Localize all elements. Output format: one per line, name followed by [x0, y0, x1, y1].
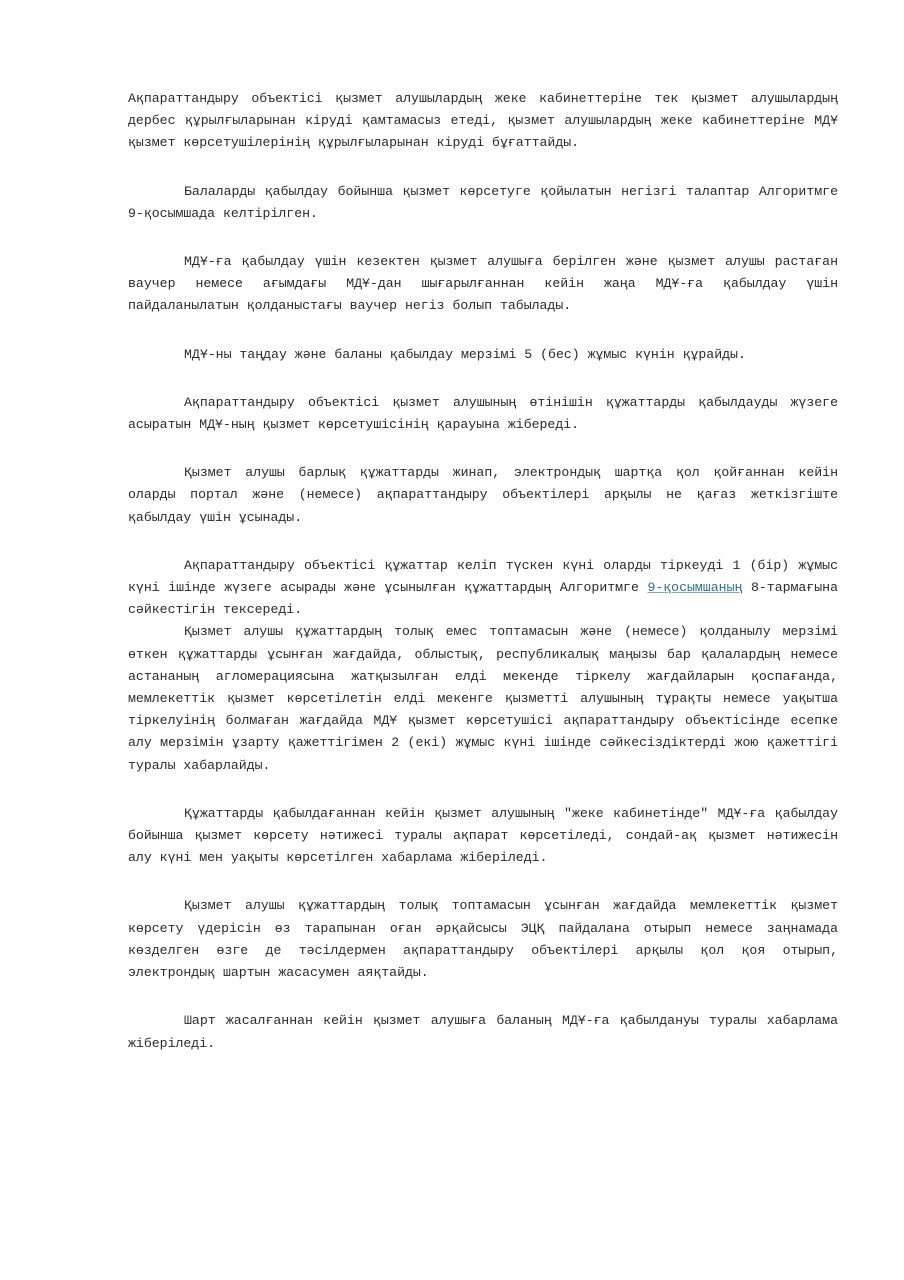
document-body [128, 88, 838, 1055]
paragraph-2: Балаларды қабылдау бойынша қызмет көрсетуге қойылатын негізгі талаптар Алгоритмге 9-қосымшада келтірілген. [128, 183, 838, 221]
paragraph-7-text-end: 8-тармағына сәйкестігін тексереді. [128, 580, 839, 618]
paragraph-9: Құжаттарды қабылдағаннан кейін қызмет алушының "жеке кабинетінде" МДҰ-ға қабылдау бойынша қызмет көрсету нәтижесі туралы ақпарат көрсетіледі, сондай-ақ қызмет нәтижесін алу күні мен уақыты көрсетілген хабарлама жіберіледі. [128, 805, 838, 866]
paragraph-8: Қызмет алушы құжаттардың толық емес топтамасын және (немесе) қолданылу мерзімі өткен құжаттарды ұсынған жағдайда, облыстық, республикалық маңызы бар қалалардың немесе астананың агломерациясына жатқызылған елді мекенде тіркелу жағдайларын қоспағанда, мемлекеттік қызмет көрсетілетін елді мекенге қызметті алушының тұрақты немесе уақытша тіркелуінің болмаған жағдайда МДҰ қызмет көрсетушісі ақпараттандыру объектісінде есепке алу мерзімін ұзарту қажеттігімен 2 (екі) жұмыс күні ішінде сәйкесіздіктерді жою қажеттігі туралы хабарлайды. [128, 624, 838, 773]
paragraph-7 [128, 555, 838, 622]
paragraph-7-text-start: Ақпараттандыру объектісі құжаттар келіп түскен күні оларды тіркеуді 1 (бір) жұмыс күні ішінде жүзеге асырады және ұсынылған құжаттардың Алгоритмге [128, 557, 838, 596]
paragraph-5: Ақпараттандыру объектісі қызмет алушының өтінішін құжаттарды қабылдауды жүзеге асыратын МДҰ-ның қызмет көрсетушісінің қарауына жібереді. [128, 394, 838, 433]
paragraph-1: Ақпараттандыру объектісі қызмет алушылардың жеке кабинеттеріне тек қызмет алушылардың дербес құрылғыларынан кіруді қамтамасыз етеді, қызмет алушылардың жеке кабинеттеріне МДҰ қызмет көрсетушілерінің құрылғыларынан кіруді бұғаттайды. [128, 91, 838, 151]
paragraph-3: МДҰ-ға қабылдау үшін кезектен қызмет алушыға берілген және қызмет алушы растаған ваучер немесе ағымдағы МДҰ-дан шығарылғаннан кейін жаңа МДҰ-ға қабылдау үшін пайдаланылатын қолданыстағы ваучер негіз болып табылады. [128, 254, 838, 314]
paragraph-6: Қызмет алушы барлық құжаттарды жинап, электрондық шартқа қол қойғаннан кейін оларды портал және (немесе) ақпараттандыру объектілері арқылы не қағаз жеткізгіште қабылдау үшін ұсынады. [128, 465, 838, 525]
paragraph-10: Қызмет алушы құжаттардың толық топтамасын ұсынған жағдайда мемлекеттік қызмет көрсету үдерісін өз тарапынан оған әрқайсысы ЭЦҚ пайдалана отырып немесе заңнамада көзделген өзге де тәсілдермен ақпараттандыру объектілері арқылы қол қоя отырып, электрондық шартын жасасумен аяқтайды. [128, 898, 838, 981]
paragraph-4: МДҰ-ны таңдау және баланы қабылдау мерзімі 5 (бес) жұмыс күнін құрайды. [184, 346, 746, 362]
appendix-9-link[interactable]: 9-қосымшаның [647, 580, 743, 596]
paragraph-11: Шарт жасалғаннан кейін қызмет алушыға баланың МДҰ-ға қабылдануы туралы хабарлама жіберіледі. [128, 1013, 838, 1051]
